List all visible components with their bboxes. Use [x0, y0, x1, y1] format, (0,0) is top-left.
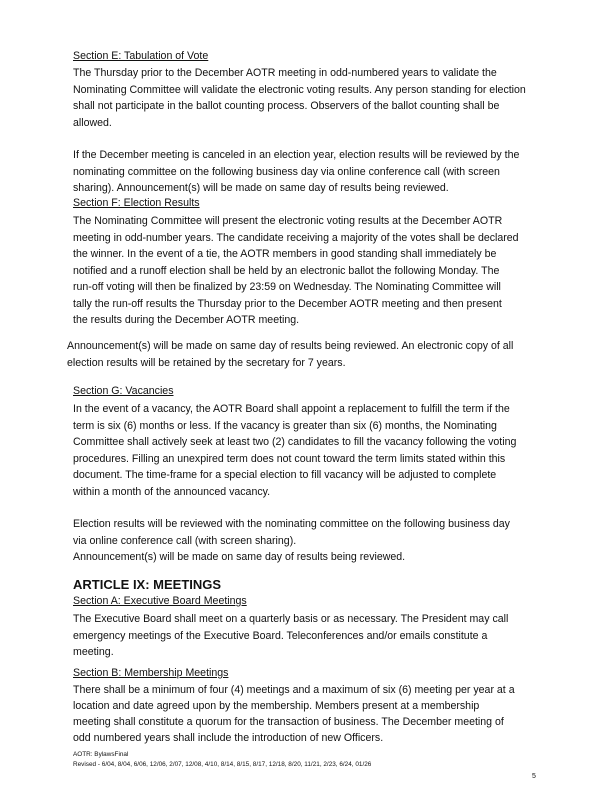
text-line: If the December meeting is canceled in an election year, election results will be reviewed by the [73, 149, 520, 161]
text-line: Committee shall actively seek at least two (2) candidates to fill the vacancy following the voting [73, 436, 517, 448]
text-line: the winner. In the event of a tie, the AOTR members in good standing shall immediately be [73, 248, 497, 260]
section-g-heading: Section G: Vacancies [73, 385, 174, 397]
text-line: within a month of the announced vacancy. [73, 485, 271, 498]
text-line: nominating committee on the following business day via online conference call (with screen [73, 165, 500, 178]
section-g-paragraph-2 [73, 516, 510, 566]
text-line: shall not participate in the ballot counting process. Observers of the ballot counting shall be [73, 100, 500, 112]
text-line: Announcement(s) will be made on same day of results being reviewed. [73, 551, 406, 563]
section-b-paragraph [73, 682, 515, 746]
page-number: 5 [532, 773, 536, 780]
article-ix-heading: ARTICLE IX: MEETINGS [73, 577, 222, 592]
text-line: run-off voting will then be finalized by 23:59 on Wednesday. The Nominating Committee will [73, 281, 501, 293]
text-line: election results will be retained by the secretary for 7 years. [67, 357, 346, 369]
text-line: sharing). Announcement(s) will be made on same day of results being reviewed. [73, 182, 449, 194]
section-a-paragraph [73, 611, 508, 661]
section-f-paragraph-2 [67, 338, 513, 372]
text-line: via online conference call (with screen sharing). [73, 534, 297, 547]
text-line: The Nominating Committee will present the electronic voting results at the December AOTR [73, 215, 503, 227]
text-line: term is six (6) months or less. If the vacancy is greater than six (6) months, the Nominating [73, 419, 497, 432]
text-line: emergency meetings of the Executive Board. Teleconferences and/or emails constitute a [73, 629, 488, 642]
text-line: The Executive Board shall meet on a quarterly basis or as necessary. The President may call [73, 613, 509, 625]
text-line: meeting shall constitute a quorum for the transaction of business. The December meeting of [73, 716, 504, 728]
section-e-paragraph-2 [73, 147, 519, 197]
text-line: tally the run-off results the Thursday prior to the December AOTR meeting and then present [73, 297, 502, 310]
text-line: odd numbered years shall include the introduction of new Officers. [73, 732, 384, 744]
text-line: notified and a runoff election shall be held by an electronic ballot the following Monday. The [73, 264, 500, 277]
footer-doc-name: AOTR: BylawsFinal [73, 751, 129, 758]
text-line: There shall be a minimum of four (4) meetings and a maximum of six (6) meeting per year at a [73, 684, 515, 696]
section-g-paragraph-1 [73, 401, 516, 500]
text-line: location and date agreed upon by the membership. Members present at a membership [73, 700, 480, 712]
section-e-paragraph-1 [73, 65, 526, 131]
text-line: Nominating Committee will validate the electronic voting results. Any person standing for election [73, 83, 526, 96]
footer-revisions: Revised - 6/04, 8/04, 6/06, 12/06, 2/07, 12/08, 4/10, 8/14, 8/15, 8/17, 12/18, 8/20, 11/21, 2/23, 6/24, 01/26 [73, 761, 372, 768]
section-e-heading: Section E: Tabulation of Vote [73, 50, 209, 62]
text-line: In the event of a vacancy, the AOTR Board shall appoint a replacement to fulfill the term if the [73, 403, 510, 415]
text-line: allowed. [73, 116, 112, 129]
text-line: procedures. Filling an unexpired term does not count toward the term limits stated within this [73, 452, 506, 465]
text-line: document. The time-frame for a special election to fill vacancy will be adjusted to complete [73, 469, 497, 481]
text-line: the results during the December AOTR meeting. [73, 314, 300, 326]
text-line: meeting in odd-number years. The candidate receiving a majority of the votes shall be declared [73, 231, 519, 244]
section-f-paragraph-1 [73, 213, 519, 329]
section-b-heading: Section B: Membership Meetings [73, 667, 229, 679]
section-a-heading: Section A: Executive Board Meetings [73, 595, 247, 607]
text-line: Announcement(s) will be made on same day of results being reviewed. An electronic copy of all [67, 340, 514, 352]
section-f-heading: Section F: Election Results [73, 197, 200, 209]
text-line: Election results will be reviewed with the nominating committee on the following business day [73, 518, 510, 530]
text-line: The Thursday prior to the December AOTR meeting in odd-numbered years to validate the [73, 67, 497, 79]
text-line: meeting. [73, 646, 114, 658]
